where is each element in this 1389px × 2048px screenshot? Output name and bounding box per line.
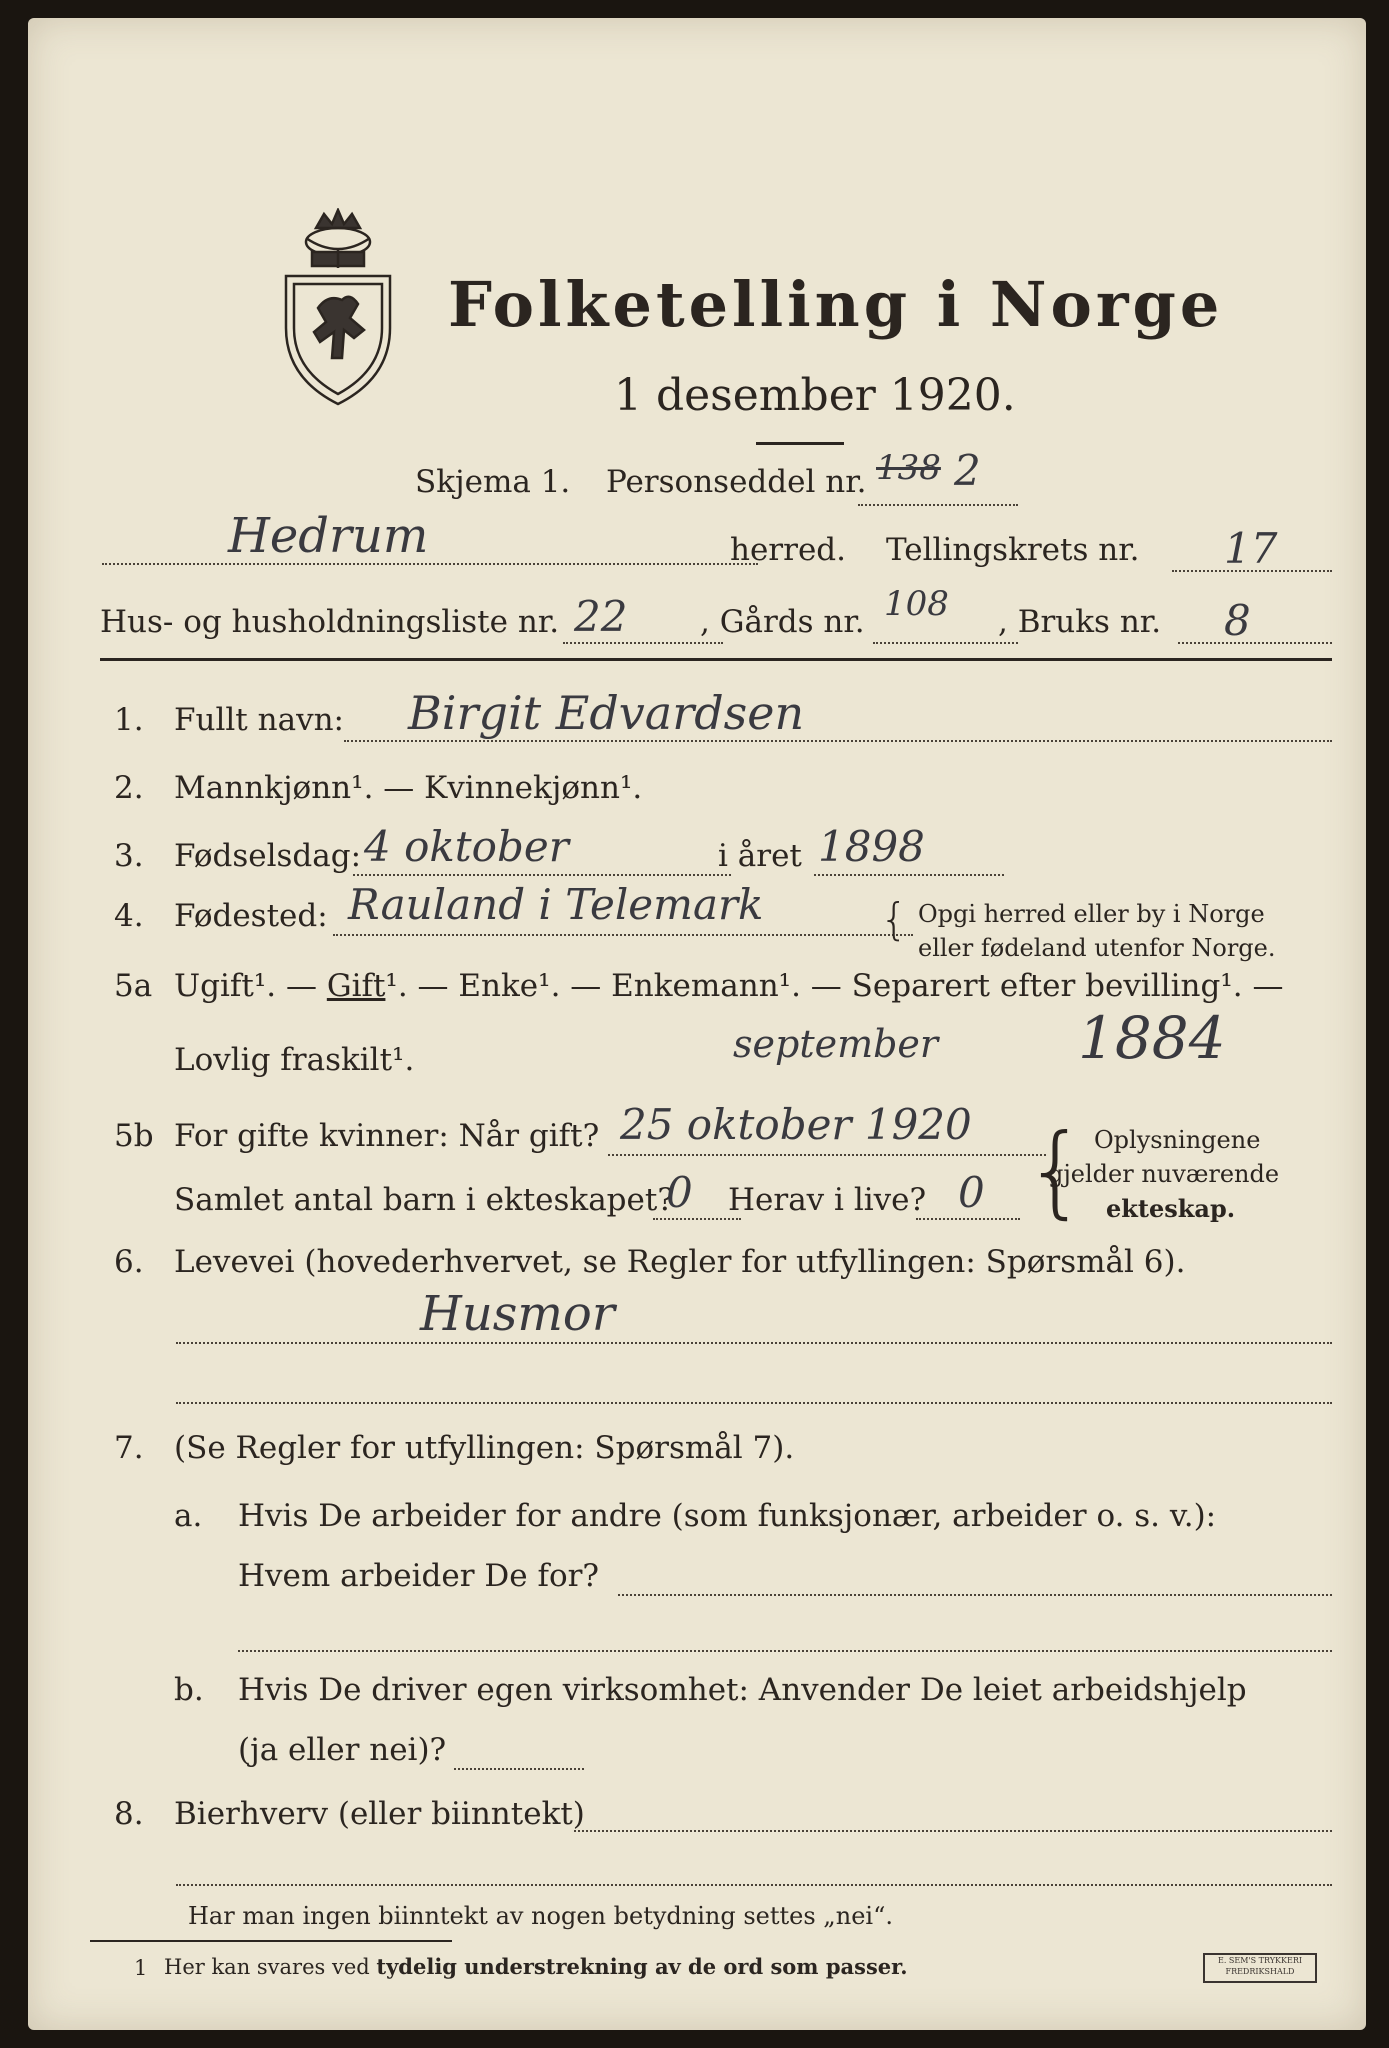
personseddel-struck-value: 138 [876,448,941,488]
q5a-rest: ¹. — Enke¹. — Enkemann¹. — Separert efter bevilling¹. — [385,968,1284,1004]
q8-dots-1 [574,1830,1332,1832]
form-date: 1 desember 1920. [614,370,1016,421]
q8-dots-2 [176,1884,1332,1886]
q7b-line1: Hvis De driver egen virksomhet: Anvender De leiet arbeidshjelp [238,1672,1247,1708]
q5a-ugift[interactable]: Ugift¹. — [174,968,327,1004]
q5b-label: For gifte kvinner: Når gift? [174,1118,600,1154]
q2-num: 2. [114,770,144,806]
hus-dots [563,642,723,644]
schema-label: Skjema 1. [415,464,571,500]
q4-brace: { [880,894,908,945]
q4-dots [333,934,913,936]
gards-label: , Gårds nr. [700,604,865,640]
q7a-dots-1 [618,1594,1332,1596]
herred-dots [102,563,758,565]
q5b-alive-dots [916,1218,1020,1220]
q5a-hw-month: september [733,1022,939,1066]
q6-label: Levevei (hovederhvervet, se Regler for utfyllingen: Spørsmål 6). [174,1244,1186,1280]
q7b-line2: (ja eller nei)? [238,1732,447,1768]
q6-dots-1 [176,1342,1332,1344]
printer-stamp-line2: FREDRIKSHALD [1225,1967,1295,1976]
hus-value[interactable]: 22 [574,592,628,641]
q5b-brace: { [1024,1112,1088,1229]
q5b-note-2: gjelder nuværende [1048,1160,1280,1188]
q4-birthplace[interactable]: Rauland i Telemark [348,880,764,929]
q3-year-label: i året [718,838,802,874]
q7a-num: a. [174,1498,203,1534]
bruks-dots [1178,642,1332,644]
gards-dots [873,642,1018,644]
q7b-num: b. [174,1672,204,1708]
q6-occupation[interactable]: Husmor [420,1286,615,1342]
header-divider [100,658,1332,661]
title-divider [756,442,844,445]
printer-stamp-line1: E. SEM'S TRYKKERI [1217,1956,1303,1965]
personseddel-label: Personseddel nr. [606,464,867,500]
q4-note-1: Opgi herred eller by i Norge [918,900,1265,928]
q5b-married-date[interactable]: 25 oktober 1920 [620,1100,972,1149]
footnote-text-pre: Her kan svares ved [164,1955,377,1979]
bruks-value[interactable]: 8 [1224,596,1251,645]
footnote-text [164,1954,908,1979]
q7a-line1: Hvis De arbeider for andre (som funksjonær, arbeider o. s. v.): [238,1498,1217,1534]
tellingskrets-label: Tellingskrets nr. [886,532,1140,568]
nei-note: Har man ingen biinntekt av nogen betydning settes „nei“. [188,1902,893,1930]
q5b-dots [608,1154,1046,1156]
q5b-note-3: ekteskap. [1106,1194,1236,1223]
q5a-hw-year: 1884 [1078,1004,1226,1072]
q3-dots [353,874,731,876]
herred-label: herred. [730,532,846,568]
q3-num: 3. [114,838,144,874]
q1-num: 1. [114,702,144,738]
q5b-num: 5b [114,1118,154,1154]
footnote-divider [90,1940,452,1942]
q4-label: Fødested: [174,898,328,934]
q6-num: 6. [114,1244,144,1280]
q3-label: Fødselsdag: [174,838,362,874]
footnote-text-bold: tydelig understrekning av de ord som passer. [376,1954,908,1979]
q1-dots [344,740,1332,742]
personseddel-value[interactable]: 2 [954,446,981,495]
q3-year[interactable]: 1898 [818,822,925,871]
q5a-line2: Lovlig fraskilt¹. [174,1042,415,1078]
q5b-children-dots [653,1218,741,1220]
q2-label: Mannkjønn¹. — Kvinnekjønn¹. [174,770,643,806]
hus-label: Hus- og husholdningsliste nr. [100,604,560,640]
q6-dots-2 [176,1402,1332,1404]
q1-label: Fullt navn: [174,702,344,738]
q4-note-2: eller fødeland utenfor Norge. [918,934,1276,962]
tellingskrets-value[interactable]: 17 [1224,524,1278,573]
norwegian-coat-of-arms-icon [278,208,398,408]
q4-num: 4. [114,898,144,934]
q7-num: 7. [114,1430,144,1466]
gards-value[interactable]: 108 [884,584,949,624]
q5b-children-value[interactable]: 0 [666,1168,693,1217]
q3-birthday[interactable]: 4 oktober [364,822,569,871]
footnote-mark: 1 [134,1956,148,1980]
herred-value[interactable]: Hedrum [228,508,429,564]
q5a-num: 5a [114,968,153,1004]
printer-stamp [1203,1953,1317,1983]
personseddel-dots [858,504,1018,506]
q5a-line1 [174,968,1283,1004]
q5b-alive-label: Herav i live? [728,1182,927,1218]
q7b-dots [454,1768,584,1770]
q5b-note-1: Oplysningene [1094,1126,1261,1154]
q7a-line2: Hvem arbeider De for? [238,1558,600,1594]
form-title: Folketelling i Norge [448,268,1224,341]
q1-full-name[interactable]: Birgit Edvardsen [408,686,805,740]
bruks-label: , Bruks nr. [998,604,1162,640]
q8-label: Bierhverv (eller biinntekt) [174,1796,585,1832]
q5a-gift[interactable]: Gift [326,968,386,1004]
q3-year-dots [814,874,1004,876]
census-form-page [28,18,1366,2030]
q5b-children-label: Samlet antal barn i ekteskapet? [174,1182,674,1218]
q5b-alive-value[interactable]: 0 [958,1168,985,1217]
q8-num: 8. [114,1796,144,1832]
q7a-dots-2 [238,1650,1332,1652]
q7-label: (Se Regler for utfyllingen: Spørsmål 7). [174,1430,795,1466]
